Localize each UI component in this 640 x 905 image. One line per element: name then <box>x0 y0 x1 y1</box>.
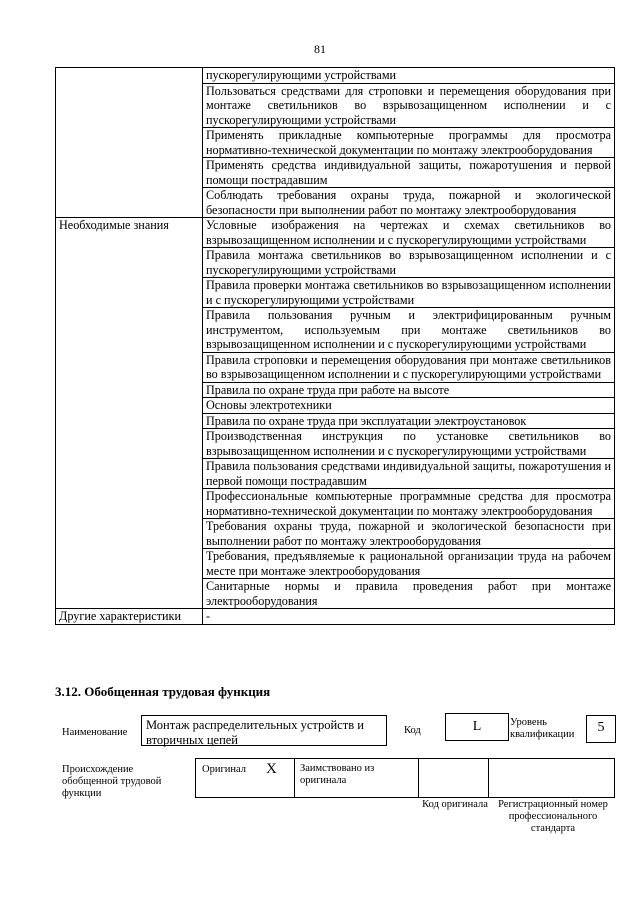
original-label: Оригинал <box>202 764 246 775</box>
row-item: Производственная инструкция по установке светильников во взрывозащищенном исполнении и с пускорегулирующими устройствами <box>203 429 615 459</box>
origin-code-caption: Код оригинала <box>422 799 488 810</box>
skills-table <box>55 67 615 625</box>
code-label: Код <box>404 725 421 736</box>
level-value-box <box>586 715 616 743</box>
table-row <box>56 68 615 84</box>
row-item: Правила строповки и перемещения оборудования при монтаже светильников во взрывозащищенном исполнении и с пускорегулирующими устройствами <box>203 352 615 382</box>
name-value: Монтаж распределительных устройств и вторичных цепей <box>146 718 364 747</box>
origin-table <box>195 758 615 798</box>
code-value: L <box>472 719 482 734</box>
row-item: Применять средства индивидуальной защиты, пожаротушения и первой помощи пострадавшим <box>203 158 615 188</box>
level-label: Уровень квалификации <box>510 717 575 740</box>
row-item: Санитарные нормы и правила проведения работ при монтаже электрооборудования <box>203 579 615 609</box>
original-mark: X <box>266 761 277 777</box>
row-item: - <box>203 609 615 625</box>
origin-label: Происхождение обобщенной трудовой функции <box>62 764 162 799</box>
page-number: 81 <box>314 42 326 56</box>
skills-table-body <box>56 68 615 625</box>
row-item: Правила по охране труда при работе на высоте <box>203 382 615 398</box>
row-item: Условные изображения на чертежах и схемах светильников во взрывозащищенном исполнении и с пускорегулирующими устройствами <box>203 218 615 248</box>
table-row <box>56 218 615 248</box>
row-item: Профессиональные компьютерные программные средства для просмотра нормативно-технической документации по монтажу электрооборудования <box>203 489 615 519</box>
row-item: Пользоваться средствами для строповки и перемещения оборудования при монтаже светильников во взрывозащищенном исполнении и с пускорегулирующими устройствами <box>203 83 615 128</box>
borrowed-label: Заимствовано из оригинала <box>300 763 375 786</box>
row-item: Правила монтажа светильников во взрывозащищенном исполнении и с пускорегулирующими устройствами <box>203 248 615 278</box>
code-value-box <box>445 713 509 741</box>
reg-number-caption: Регистрационный номер профессионального стандарта <box>498 799 608 834</box>
name-value-box <box>141 715 387 746</box>
level-value: 5 <box>597 720 605 735</box>
row-item: Правила пользования ручным и электрифицированным ручным инструментом, используемым при монтаже светильников во взрывозащищенном исполнении и с пускорегулирующими устройствами <box>203 308 615 353</box>
row-item: пускорегулирующими устройствами <box>203 68 615 84</box>
origin-divider-1 <box>294 759 295 797</box>
origin-divider-2 <box>418 759 419 797</box>
row-label: Другие характеристики <box>56 609 203 625</box>
row-label <box>56 68 203 218</box>
table-row <box>56 609 615 625</box>
row-label: Необходимые знания <box>56 218 203 609</box>
row-item: Основы электротехники <box>203 398 615 414</box>
name-label: Наименование <box>62 727 128 738</box>
origin-divider-3 <box>488 759 489 797</box>
row-item: Применять прикладные компьютерные программы для просмотра нормативно-технической документации по монтажу электрооборудования <box>203 128 615 158</box>
row-item: Требования, предъявляемые к рациональной организации труда на рабочем месте при монтаже электрооборудования <box>203 549 615 579</box>
row-item: Соблюдать требования охраны труда, пожарной и экологической безопасности при выполнении работ по монтажу электрооборудования <box>203 188 615 218</box>
section-heading: 3.12. Обобщенная трудовая функция <box>55 684 271 699</box>
row-item: Правила по охране труда при эксплуатации электроустановок <box>203 413 615 429</box>
row-item: Правила проверки монтажа светильников во взрывозащищенном исполнении и с пускорегулирующими устройствами <box>203 278 615 308</box>
row-item: Правила пользования средствами индивидуальной защиты, пожаротушения и первой помощи пострадавшим <box>203 459 615 489</box>
row-item: Требования охраны труда, пожарной и экологической безопасности при выполнении работ по монтажу электрооборудования <box>203 519 615 549</box>
